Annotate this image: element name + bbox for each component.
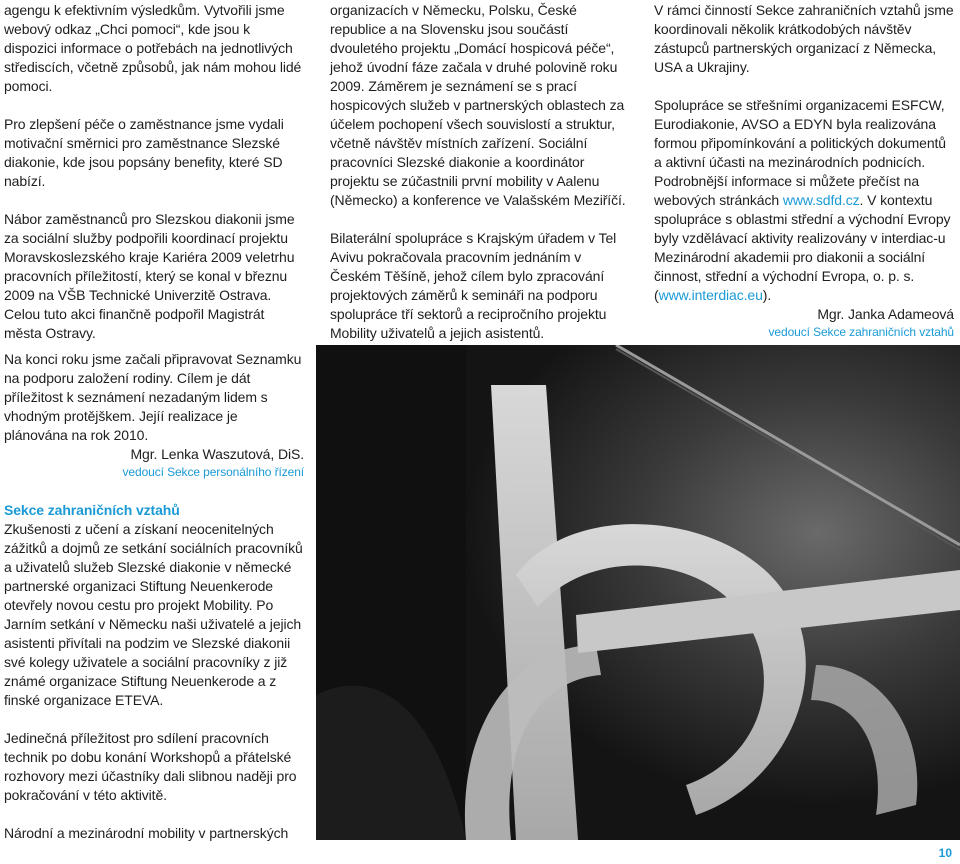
section-heading: Sekce zahraničních vztahů [4,502,180,518]
paragraph-text: Spolupráce se střešními organizacemi ESFCW, Eurodiakonie, AVSO a EDYN byla realizována formou připomínkování a politických dokumentů a aktivní účasti na mezinárodních podnicích. Podrobnější informace si můžete přečíst na webových stránkách [654,97,946,208]
signature-name: Mgr. Lenka Waszutová, DiS. [130,446,304,462]
signature-name: Mgr. Janka Adameová [817,306,954,322]
paragraph: Pro zlepšení péče o zaměstnance jsme vydali motivační směrnici pro zaměstnance Slezské diakonie, kde jsou popsány benefity, které SD nabízí. [4,116,284,189]
column-1-bottom [4,501,304,843]
paragraph-text: ). [762,287,772,303]
column-2 [330,1,630,343]
paragraph: Na konci roku jsme začali připravovat Seznamku na podporu založení rodiny. Cílem je dát příležitost k seznámení nezadaným lidem s vhodným protějškem. Jejíí realizace je plánována na rok 2010. [4,351,302,443]
column-1-top [4,1,302,343]
page-number: 10 [938,846,952,860]
photo-graphic [316,345,960,840]
signature-role: vedoucí Sekce zahraničních vztahů [768,325,954,339]
paragraph: Nábor zaměstnanců pro Slezskou diakonii jsme za sociální služby podpořili koordinací projektu Moravskoslezského kraje Kariéra 2009 veletrhu pracovních příležitostí, který se konal v březnu 2009 na VŠB Technické Univerzitě Ostrava. Celou tuto akci finančně podpořil Magistrát města Ostravy. [4,211,295,341]
column-1-middle [4,350,304,480]
paragraph-text: . V kontextu spolupráce s oblastmi střední a východní Evropy byly vzdělávací aktivity realizovány v interdiac-u Mezinárodní akademii pro diakonii a sociální činnost, střední a východní Evropa, o. p. s. ( [654,192,951,303]
column-3 [654,1,954,340]
signature-role: vedoucí Sekce personálního řízení [122,465,304,479]
link-sdfd[interactable]: www.sdfd.cz [782,192,860,208]
paragraph [654,96,954,305]
paragraph: Národní a mezinárodní mobility v partnerských [4,825,289,841]
paragraph: organizacích v Německu, Polsku, České republice a na Slovensku jsou součástí dvouletého projektu „Domácí hospicová péče“, jehož úvodní fáze začala v druhé polovině roku 2009. Záměrem je seznámení se s prací hospicových služeb v partnerských oblastech za účelem pochopení všech souvislostí a struktur, včetně návštěv místních zařízení. Sociální pracovníci Slezské diakonie a koordinátor projektu se zúčastnili první mobility v Aalenu (Německo) a konference ve Valašském Meziříčí. [330,2,626,208]
paragraph: V rámci činností Sekce zahraničních vztahů jsme koordinovali několik krátkodobých návštěv zástupců partnerských organizací z Německa, USA a Ukrajiny. [654,2,954,75]
wall-logo-photo [316,345,960,840]
paragraph: Jedinečná příležitost pro sdílení pracovních technik po dobu konání Workshopů a přátelské rozhovory mezi účastníky dali slibnou naději pro pokračování v této aktivitě. [4,730,297,803]
paragraph: Zkušenosti z učení a získaní neocenitelných zážitků a dojmů ze setkání sociálních pracovníků a uživatelů služeb Slezské diakonie v německé partnerské organizaci Stiftung Neuenkerode otevřely novou cestu pro projekt Mobility. Po Jarním setkání v Německu naši uživatelé a jejich asistenti přivítali na podzim ve Slezské diakonii své kolegy uživatele a sociální pracovníky z již známé organizace Stiftung Neuenkerode a z finské organizace ETEVA. [4,521,303,708]
paragraph: Bilaterální spolupráce s Krajským úřadem v Tel Avivu pokračovala pracovním jednáním v Českém Těšíně, jehož cílem bylo zpracování projektových záměrů k semináři na podporu spolupráce tří sektorů a recipročního projektu Mobility uživatelů a jejich asistentů. [330,230,617,341]
link-interdiac[interactable]: www.interdiac.eu [658,287,763,303]
paragraph: agengu k efektivním výsledkům. Vytvořili jsme webový odkaz „Chci pomoci“, kde jsou k dispozici informace o potřebách na jednotlivých střediscích, včetně způsobů, jak nám mohou lidé pomoci. [4,2,302,94]
